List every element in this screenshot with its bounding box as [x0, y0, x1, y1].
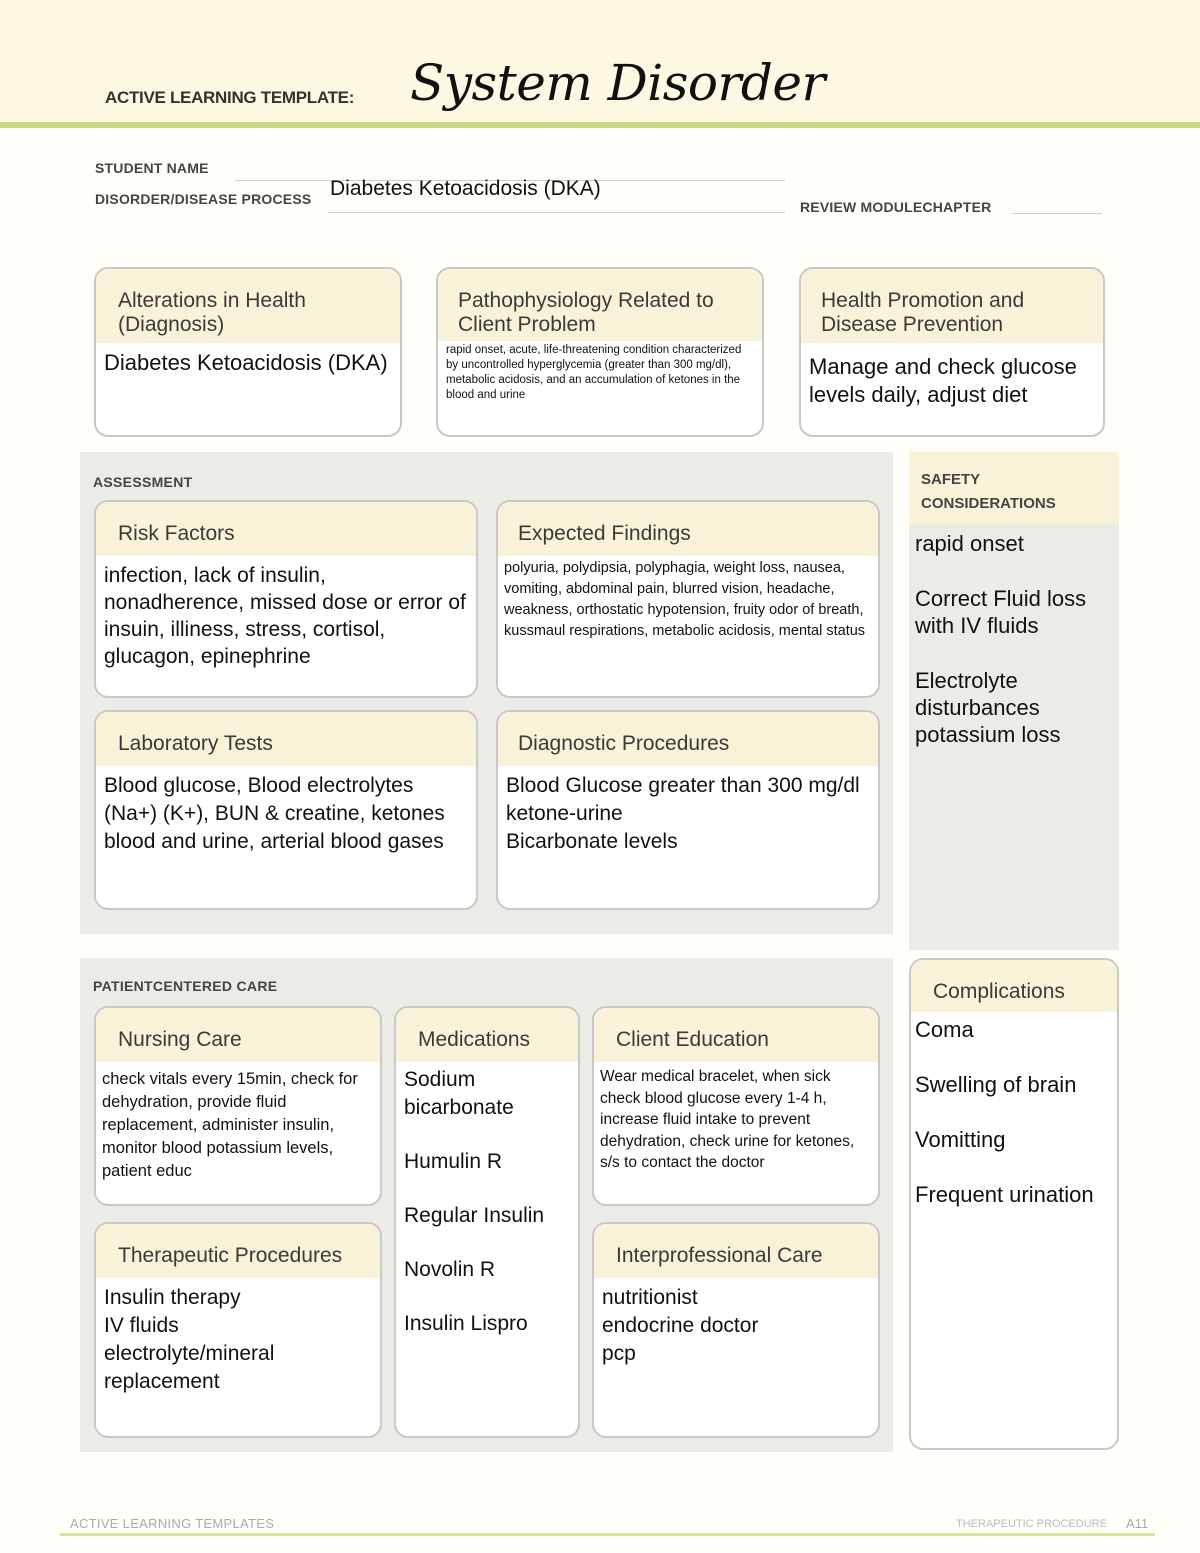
- alterations-title: Alterations in Health (Diagnosis): [96, 269, 400, 343]
- pathophysiology-title: Pathophysiology Related to Client Problem: [438, 269, 762, 341]
- therapeutic-line: IV fluids: [104, 1314, 179, 1337]
- nursing-care-body: check vitals every 15min, check for dehydration, provide fluid replacement, administer insulin, monitor blood potassium levels, patient educ: [102, 1070, 358, 1180]
- medications-box: [394, 1006, 580, 1438]
- complications-title: Complications: [911, 960, 1117, 1012]
- alterations-body: Diabetes Ketoacidosis (DKA): [104, 350, 388, 375]
- safety-item: rapid onset: [915, 531, 1024, 556]
- risk-factors-box: [94, 500, 478, 698]
- header-rule: [0, 122, 1200, 128]
- template-title: System Disorder: [410, 54, 825, 112]
- expected-findings-box: [496, 500, 880, 698]
- client-education-body: Wear medical bracelet, when sick check blood glucose every 1-4 h, increase fluid intake to prevent dehydration, check urine for ketones, s/s to contact the doctor: [600, 1068, 855, 1171]
- disorder-label: DISORDER/DISEASE PROCESS: [95, 191, 312, 207]
- footer-page-number: A11: [1126, 1516, 1149, 1531]
- alterations-box: [94, 267, 402, 437]
- nursing-care-box: [94, 1006, 382, 1206]
- disorder-line: [328, 212, 785, 213]
- footer-left-text: ACTIVE LEARNING TEMPLATES: [70, 1516, 275, 1531]
- health-promotion-title: Health Promotion and Disease Prevention: [801, 269, 1103, 343]
- review-module-line[interactable]: [1012, 213, 1102, 214]
- medication-item: Insulin Lispro: [404, 1312, 528, 1335]
- lab-tests-body: Blood glucose, Blood electrolytes (Na+) (K+), BUN & creatine, ketones blood and urine, arterial blood gases: [104, 774, 445, 853]
- interprofessional-line: nutritionist: [602, 1286, 698, 1309]
- student-name-label: STUDENT NAME: [95, 160, 209, 176]
- safety-item: Electrolyte disturbances potassium loss: [915, 668, 1061, 747]
- therapeutic-procedures-title: Therapeutic Procedures: [96, 1224, 380, 1278]
- complication-item: Swelling of brain: [915, 1072, 1077, 1097]
- health-promotion-box: [799, 267, 1105, 437]
- interprofessional-line: pcp: [602, 1342, 636, 1365]
- footer-rule: [60, 1533, 1155, 1536]
- interprofessional-line: endocrine doctor: [602, 1314, 759, 1337]
- risk-factors-title: Risk Factors: [96, 502, 476, 556]
- complication-item: Coma: [915, 1017, 974, 1042]
- medication-item: Humulin R: [404, 1150, 503, 1173]
- pathophysiology-body: rapid onset, acute, life-threatening condition characterized by uncontrolled hyperglycemia (greater than 300 mg/dl), metabolic acidosis, and an accumulation of ketones in the blood and urine: [446, 344, 742, 401]
- client-education-box: [592, 1006, 880, 1206]
- diagnostic-line: Blood Glucose greater than 300 mg/dl: [506, 774, 860, 797]
- diagnostic-line: ketone-urine: [506, 802, 623, 825]
- expected-findings-body: polyuria, polydipsia, polyphagia, weight loss, nausea, vomiting, abdominal pain, blurred vision, headache, weakness, orthostatic hypotension, fruity odor of breath, kussmaul respirations, metabolic acidosis, mental status: [504, 560, 866, 639]
- complications-box: [909, 958, 1119, 1450]
- assessment-label: ASSESSMENT: [93, 474, 193, 490]
- diagnostic-line: Bicarbonate levels: [506, 830, 678, 853]
- safety-item: Correct Fluid loss with IV fluids: [915, 586, 1087, 638]
- patient-care-label: PATIENTCENTERED CARE: [93, 978, 278, 994]
- safety-title: SAFETY CONSIDERATIONS: [909, 452, 1119, 524]
- interprofessional-care-title: Interprofessional Care: [594, 1224, 878, 1278]
- diagnostic-procedures-box: [496, 710, 880, 910]
- medication-item: Novolin R: [404, 1258, 496, 1281]
- client-education-title: Client Education: [594, 1008, 878, 1062]
- therapeutic-line: electrolyte/mineral replacement: [104, 1342, 275, 1393]
- review-module-label: REVIEW MODULECHAPTER: [800, 199, 992, 215]
- interprofessional-care-box: [592, 1222, 880, 1438]
- medication-item: Regular Insulin: [404, 1204, 545, 1227]
- nursing-care-title: Nursing Care: [96, 1008, 380, 1062]
- complication-item: Frequent urination: [915, 1182, 1094, 1207]
- medication-item: Sodium bicarbonate: [404, 1068, 514, 1119]
- complication-item: Vomitting: [915, 1127, 1006, 1152]
- footer-right-text: THERAPEUTIC PROCEDURE: [956, 1518, 1107, 1530]
- diagnostic-procedures-title: Diagnostic Procedures: [498, 712, 878, 766]
- medications-title: Medications: [396, 1008, 578, 1062]
- pathophysiology-box: [436, 267, 764, 437]
- disorder-value[interactable]: Diabetes Ketoacidosis (DKA): [330, 177, 601, 200]
- lab-tests-box: [94, 710, 478, 910]
- health-promotion-body: Manage and check glucose levels daily, adjust diet: [809, 354, 1077, 407]
- template-prefix: ACTIVE LEARNING TEMPLATE:: [105, 88, 355, 107]
- therapeutic-line: Insulin therapy: [104, 1286, 241, 1309]
- expected-findings-title: Expected Findings: [498, 502, 878, 556]
- lab-tests-title: Laboratory Tests: [96, 712, 476, 766]
- safety-column: [909, 452, 1119, 950]
- risk-factors-body: infection, lack of insulin, nonadherence, missed dose or error of insuin, illiness, stress, cortisol, glucagon, epinephrine: [104, 564, 466, 668]
- therapeutic-procedures-box: [94, 1222, 382, 1438]
